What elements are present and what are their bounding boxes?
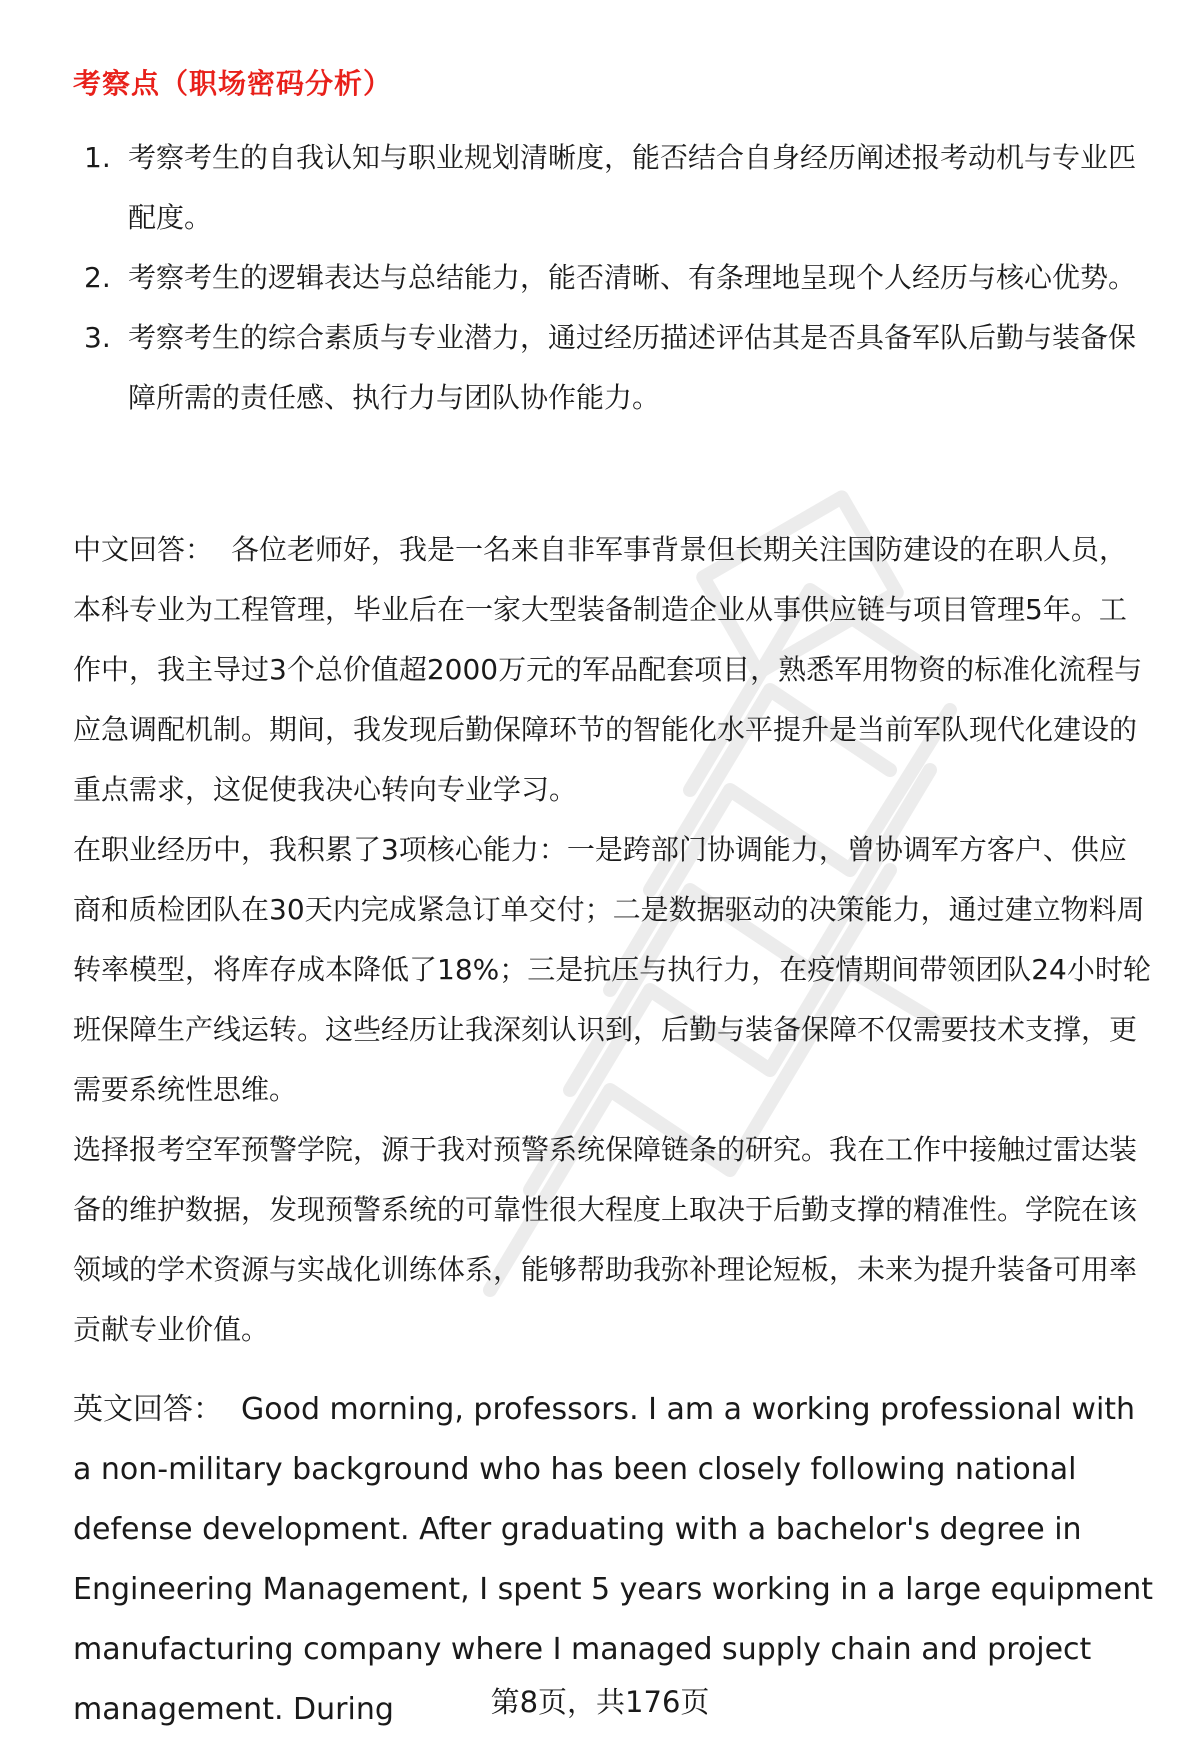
page-footer: 第8页，共176页 bbox=[490, 1685, 710, 1719]
chinese-answer-text-3: 选择报考空军预警学院，源于我对预警系统保障链条的研究。我在工作中接触过雷达装备的维护数据，发现预警系统的可靠性很大程度上取决于后勤支撑的精准性。学院在该领域的学术资源与实战化训练体系，能够帮助我弥补理论短板，未来为提升装备可用率贡献专业价值。 bbox=[73, 1133, 1138, 1346]
point-number: 2. bbox=[84, 261, 111, 294]
exam-point-item bbox=[73, 308, 1153, 428]
chinese-answer-paragraph-2 bbox=[73, 820, 1153, 1120]
exam-point-item bbox=[73, 128, 1153, 248]
exam-point-item bbox=[73, 248, 1153, 308]
section-title: 考察点（职场密码分析） bbox=[73, 67, 393, 100]
chinese-answer-paragraph-1 bbox=[73, 520, 1153, 820]
english-answer-text: Good morning, professors. I am a working professional with a non-military background who has been closely following national defense development. After graduating with a bachelor's degree in Engineering Management, I spent 5 years working in a large equipment manufacturing company where I managed supply chain and project management. During bbox=[73, 1392, 1154, 1727]
exam-points-list bbox=[73, 128, 1153, 428]
chinese-answer-text-2: 在职业经历中，我积累了3项核心能力：一是跨部门协调能力，曾协调军方客户、供应商和质检团队在30天内完成紧急订单交付；二是数据驱动的决策能力，通过建立物料周转率模型，将库存成本降低了18%；三是抗压与执行力，在疫情期间带领团队24小时轮班保障生产线运转。这些经历让我深刻认识到，后勤与装备保障不仅需要技术支撑，更需要系统性思维。 bbox=[73, 833, 1151, 1106]
point-number: 1. bbox=[84, 141, 111, 174]
point-number: 3. bbox=[84, 321, 111, 354]
english-answer-label: 英文回答： bbox=[73, 1392, 223, 1427]
point-text: 考察考生的逻辑表达与总结能力，能否清晰、有条理地呈现个人经历与核心优势。 bbox=[128, 261, 1137, 294]
point-text: 考察考生的综合素质与专业潜力，通过经历描述评估其是否具备军队后勤与装备保障所需的责任感、执行力与团队协作能力。 bbox=[128, 321, 1137, 414]
point-text: 考察考生的自我认知与职业规划清晰度，能否结合自身经历阐述报考动机与专业匹配度。 bbox=[128, 141, 1137, 234]
chinese-answer-paragraph-3 bbox=[73, 1120, 1153, 1360]
chinese-answer-label: 中文回答： bbox=[73, 533, 214, 566]
chinese-answer-text-1: 各位老师好，我是一名来自非军事背景但长期关注国防建设的在职人员，本科专业为工程管理，毕业后在一家大型装备制造企业从事供应链与项目管理5年。工作中，我主导过3个总价值超2000万元的军品配套项目，熟悉军用物资的标准化流程与应急调配机制。期间，我发现后勤保障环节的智能化水平提升是当前军队现代化建设的重点需求，这促使我决心转向专业学习。 bbox=[73, 533, 1143, 806]
